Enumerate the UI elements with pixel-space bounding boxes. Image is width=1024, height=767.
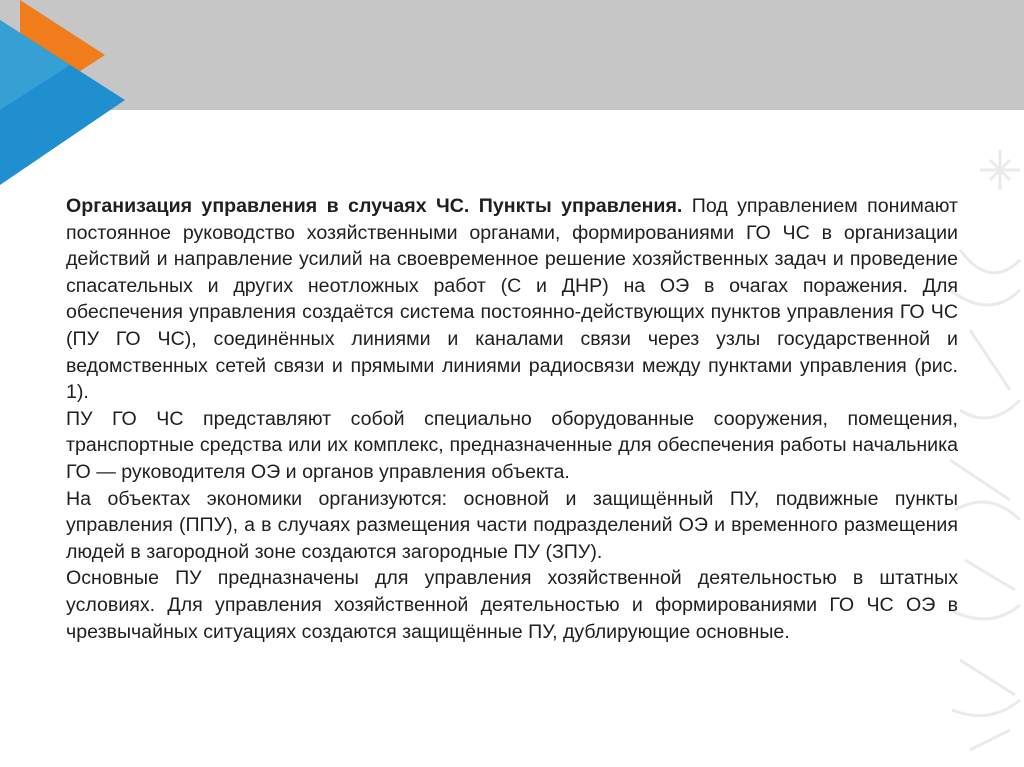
paragraph-1 <box>66 193 958 406</box>
paragraph-4: Основные ПУ предназначены для управления хозяйственной деятельностью в штатных условиях. Для управления хозяйственной деятельностью и формированиями ГО ЧС ОЭ в чрезвычайных ситуациях создаются защищённые ПУ, дублирующие основные. <box>66 567 958 643</box>
paragraph-3: На объектах экономики организуются: основной и защищённый ПУ, подвижные пункты управления (ППУ), а в случаях размещения части подразделений ОЭ и временного размещения людей в загородной зоне создаются загородные ПУ (ЗПУ). <box>66 487 958 563</box>
logo-triangles-icon <box>0 0 140 190</box>
section-heading: Организация управления в случаях ЧС. Пункты управления. <box>66 195 683 217</box>
header-band <box>0 0 1024 110</box>
paragraph-2: ПУ ГО ЧС представляют собой специально оборудованные сооружения, помещения, транспортные средства или их комплекс, предназначенные для обеспечения работы начальника ГО — руководителя ОЭ и органов управления объекта. <box>66 407 958 483</box>
slide-body <box>66 193 958 645</box>
paragraph-1-text: Под управлением понимают постоянное руководство хозяйственными органами, формированиями ГО ЧС в организации действий и направление усилий на своевременное решение хозяйственных задач и проведение спасательных и других неотложных работ (С и ДНР) на ОЭ в очагах поражения. Для обеспечения управления создаётся система постоянно-действующих пунктов управления ГО ЧС (ПУ ГО ЧС), соединённых линиями и каналами связи через узлы государственной и ведомственных сетей связи и прямыми линиями радиосвязи между пунктами управления (рис. 1). <box>66 195 958 404</box>
